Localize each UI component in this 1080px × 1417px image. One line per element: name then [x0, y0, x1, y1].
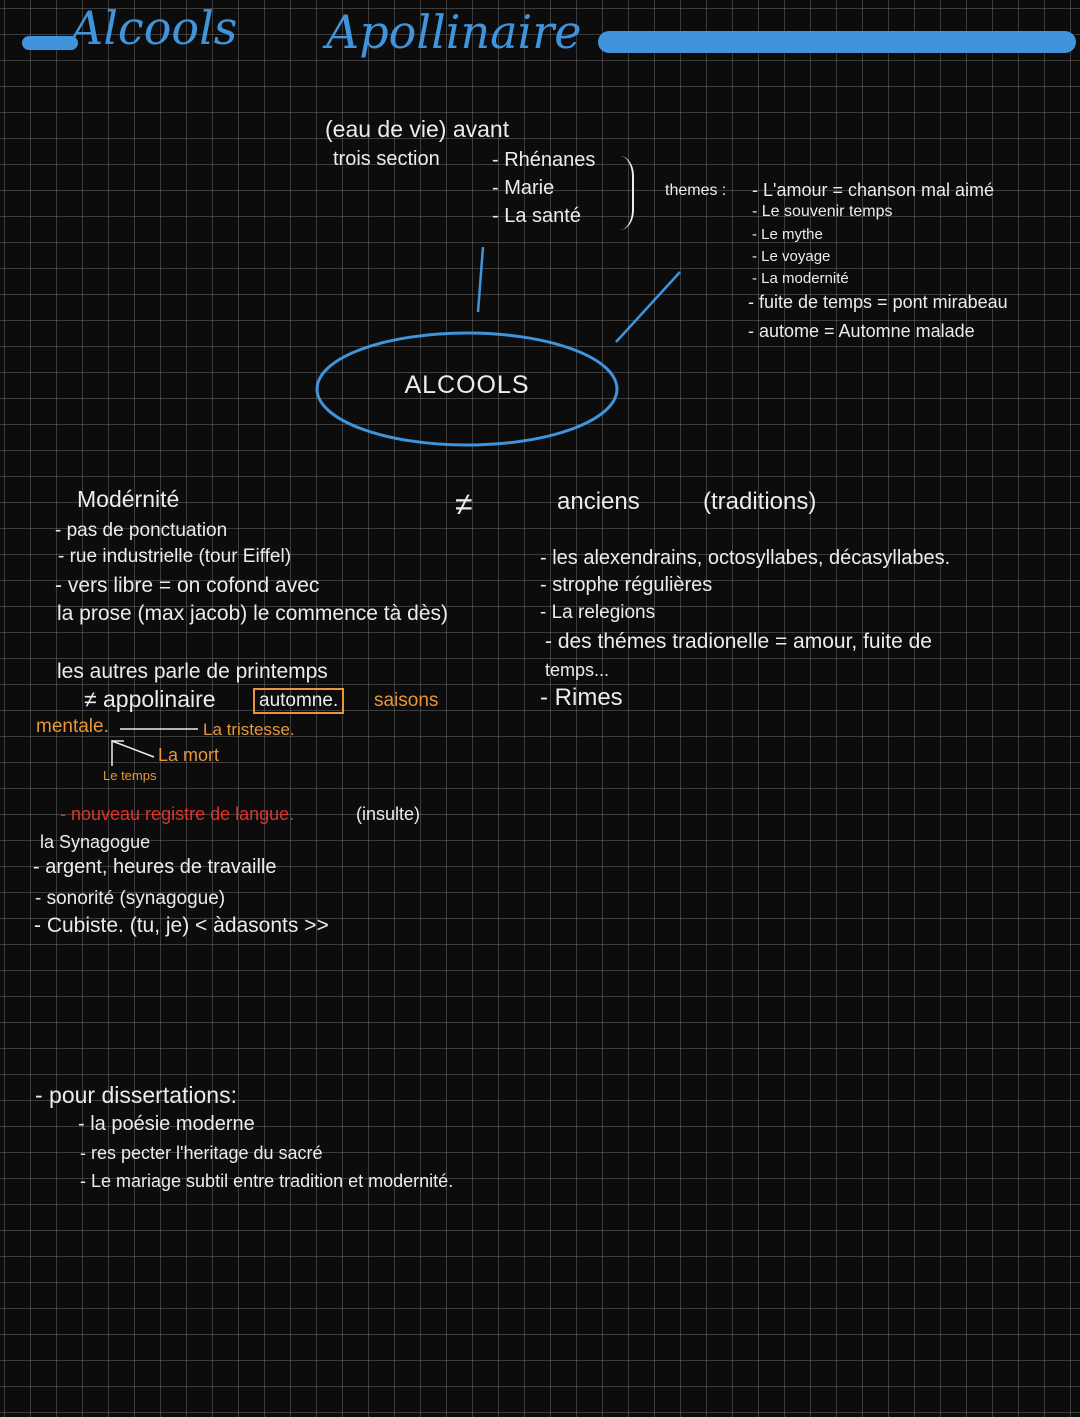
modernite-item: - vers libre = on cofond avec — [55, 574, 320, 597]
anciens-item: - des thémes tradionelle = amour, fuite de — [545, 630, 932, 653]
section-rhenanes: - Rhénanes — [492, 149, 596, 171]
anciens-item: temps... — [545, 660, 610, 680]
dissertation-item: - la poésie moderne — [78, 1113, 255, 1135]
dissertations-heading: - pour dissertations: — [35, 1082, 237, 1108]
temps-label: Le temps — [103, 768, 157, 783]
dissertation-item: - res pecter l'heritage du sacré — [80, 1143, 323, 1163]
connector-themes — [616, 272, 680, 342]
saisons-line-2: ≠ appolinaire — [84, 686, 216, 712]
connector-recueil — [478, 247, 483, 312]
mort-label: La mort — [158, 745, 220, 765]
title-alcools: Alcools — [70, 1, 238, 55]
registre-item: - sonorité (synagogue) — [35, 888, 226, 909]
section-marie: - Marie — [492, 177, 555, 199]
sections-brace — [620, 156, 634, 230]
connector-mentale-mort — [112, 741, 154, 757]
modernite-item: - pas de ponctuation — [55, 520, 228, 541]
registre-item: - argent, heures de travaille — [33, 856, 277, 878]
title-apollinaire: Apollinaire — [326, 5, 582, 59]
theme-voyage: - Le voyage — [752, 248, 831, 265]
mentale-label: mentale. — [36, 716, 109, 737]
registre-item: la Synagogue — [40, 832, 151, 852]
dissertation-item: - Le mariage subtil entre tradition et modernité. — [80, 1171, 454, 1191]
recueil-line-1: (eau de vie) avant — [325, 116, 510, 142]
modernite-item: la prose (max jacob) le commence tà dès) — [57, 602, 448, 625]
registre-item: - Cubiste. (tu, je) < àdasonts >> — [34, 914, 329, 937]
heading-anciens: anciens — [557, 488, 640, 515]
title-accent-right — [598, 31, 1076, 53]
registre-heading: - nouveau registre de langue. — [60, 804, 295, 824]
registre-note: (insulte) — [356, 804, 421, 824]
anciens-item: - strophe régulières — [540, 574, 713, 596]
saisons-line-1: les autres parle de printemps — [57, 660, 328, 683]
theme-amour: - L'amour = chanson mal aimé — [752, 180, 995, 200]
theme-fuite-de-temps: - fuite de temps = pont mirabeau — [748, 292, 1008, 312]
tristesse-label: La tristesse. — [203, 720, 295, 739]
center-label: ALCOOLS — [404, 371, 530, 399]
theme-mythe: - Le mythe — [752, 226, 823, 243]
themes-label: themes : — [665, 182, 727, 199]
saisons-label: saisons — [374, 690, 439, 711]
not-equal-symbol: ≠ — [455, 486, 473, 522]
section-la-sante: - La santé — [492, 205, 581, 227]
automne-boxed: automne. — [253, 688, 344, 714]
recueil-line-2: trois section — [333, 148, 440, 170]
anciens-item: - les alexendrains, octosyllabes, décasyllabes. — [540, 547, 951, 569]
theme-souvenir: - Le souvenir temps — [752, 203, 893, 220]
modernite-item: - rue industrielle (tour Eiffel) — [58, 546, 292, 567]
heading-traditions: (traditions) — [703, 488, 817, 515]
theme-automne: - autome = Automne malade — [748, 321, 975, 341]
anciens-item: - Rimes — [540, 684, 623, 711]
heading-modernite: Modérnité — [77, 486, 180, 512]
theme-modernite: - La modernité — [752, 270, 849, 287]
anciens-item: - La relegions — [540, 602, 656, 623]
